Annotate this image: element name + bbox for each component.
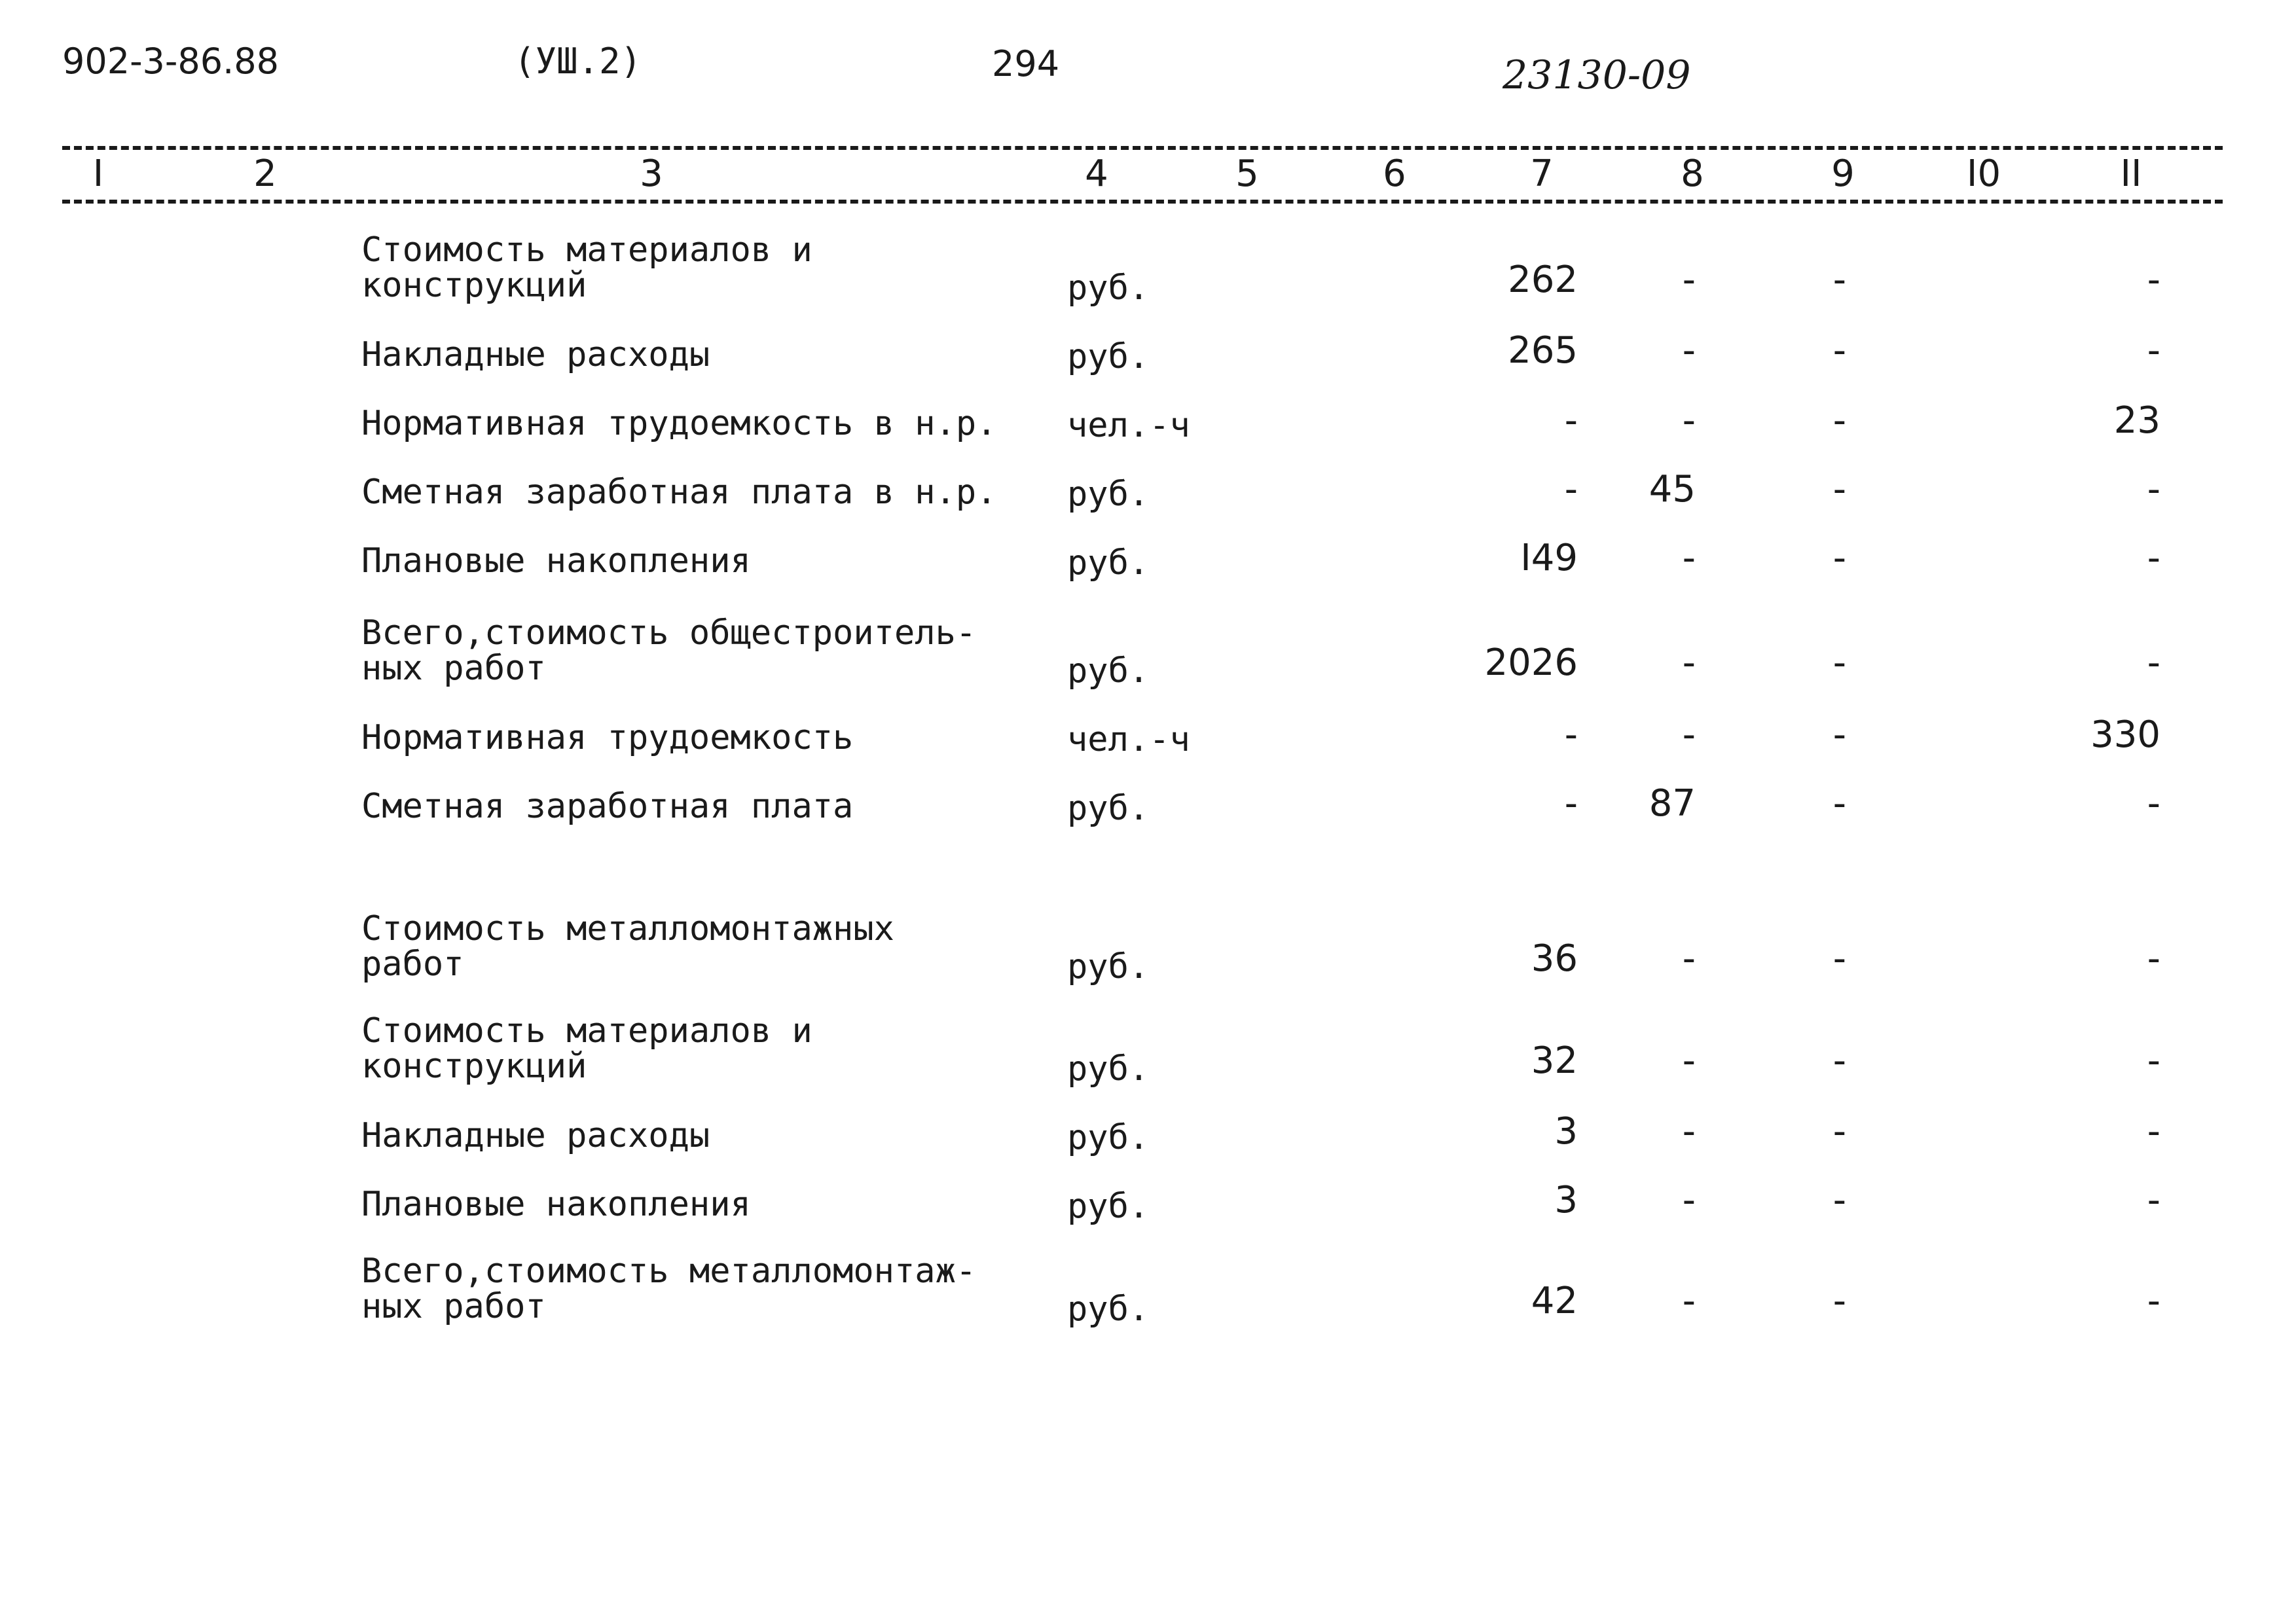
- column-number-9: 9: [1831, 153, 1855, 195]
- row-value-col7: -: [1564, 399, 1578, 442]
- row-value-col8: -: [1682, 713, 1696, 756]
- row-unit: руб.: [1067, 543, 1150, 583]
- row-value-col11: -: [2147, 641, 2160, 684]
- row-value-col8: -: [1682, 641, 1696, 684]
- row-value-col9: -: [1832, 1039, 1846, 1082]
- row-description: Всего,стоимость металломонтаж- ных работ: [361, 1252, 977, 1326]
- row-value-col8: -: [1682, 329, 1696, 372]
- column-number-1: I: [92, 153, 104, 195]
- row-value-col11: -: [2147, 782, 2160, 825]
- row-unit: чел.-ч: [1067, 720, 1190, 759]
- row-value-col8: -: [1682, 1039, 1696, 1082]
- row-value-col9: -: [1832, 1179, 1846, 1221]
- row-unit: чел.-ч: [1067, 406, 1190, 445]
- row-value-col9: -: [1832, 259, 1846, 301]
- row-value-col9: -: [1832, 1280, 1846, 1322]
- row-unit: руб.: [1067, 1290, 1150, 1329]
- row-unit: руб.: [1067, 475, 1150, 514]
- row-description: Стоимость металломонтажных работ: [361, 909, 894, 984]
- row-description: Накладные расходы: [361, 1116, 710, 1155]
- column-number-7: 7: [1530, 153, 1554, 195]
- row-description: Сметная заработная плата: [361, 787, 854, 826]
- row-value-col8: -: [1682, 1280, 1696, 1322]
- row-value-col8: 87: [1649, 782, 1696, 825]
- column-number-4: 4: [1085, 153, 1108, 195]
- column-number-3: 3: [640, 153, 663, 195]
- row-description: Плановые накопления: [361, 541, 751, 581]
- row-value-col8: -: [1682, 537, 1696, 579]
- header-rule-bottom: [62, 200, 2223, 204]
- row-value-col11: -: [2147, 1179, 2160, 1221]
- row-value-col9: -: [1832, 713, 1846, 756]
- row-value-col7: 36: [1531, 937, 1578, 980]
- column-number-10: I0: [1966, 153, 2001, 195]
- document-code: 902-3-86.88: [62, 41, 279, 82]
- row-description: Нормативная трудоемкость: [361, 718, 854, 757]
- row-value-col9: -: [1832, 329, 1846, 372]
- row-value-col11: -: [2147, 468, 2160, 511]
- row-unit: руб.: [1067, 1118, 1150, 1157]
- row-description: Всего,стоимость общестроитель- ных работ: [361, 613, 977, 688]
- row-value-col7: -: [1564, 782, 1578, 825]
- row-value-col11: -: [2147, 1039, 2160, 1082]
- column-number-6: 6: [1383, 153, 1406, 195]
- row-value-col7: 3: [1554, 1179, 1578, 1221]
- row-description: Стоимость материалов и конструкций: [361, 1011, 812, 1086]
- row-value-col11: -: [2147, 1280, 2160, 1322]
- row-value-col9: -: [1832, 468, 1846, 511]
- row-description: Сметная заработная плата в н.р.: [361, 473, 997, 512]
- row-value-col7: 32: [1531, 1039, 1578, 1082]
- row-value-col8: -: [1682, 259, 1696, 301]
- row-value-col7: -: [1564, 713, 1578, 756]
- row-value-col11: -: [2147, 259, 2160, 301]
- row-unit: руб.: [1067, 651, 1150, 691]
- column-number-8: 8: [1681, 153, 1704, 195]
- page-number: 294: [992, 43, 1060, 84]
- row-value-col8: -: [1682, 1110, 1696, 1153]
- row-unit: руб.: [1067, 947, 1150, 986]
- row-value-col8: -: [1682, 937, 1696, 980]
- row-value-col7: 265: [1508, 329, 1578, 372]
- row-value-col9: -: [1832, 399, 1846, 442]
- row-unit: руб.: [1067, 337, 1150, 376]
- row-value-col9: -: [1832, 782, 1846, 825]
- row-value-col7: 262: [1508, 259, 1578, 301]
- row-value-col7: 2026: [1484, 641, 1578, 684]
- row-unit: руб.: [1067, 268, 1150, 308]
- row-unit: руб.: [1067, 1187, 1150, 1226]
- row-value-col9: -: [1832, 537, 1846, 579]
- row-value-col9: -: [1832, 937, 1846, 980]
- row-value-col11: 330: [2090, 713, 2160, 756]
- row-value-col8: -: [1682, 399, 1696, 442]
- row-value-col7: -: [1564, 468, 1578, 511]
- row-value-col11: 23: [2113, 399, 2160, 442]
- row-value-col9: -: [1832, 641, 1846, 684]
- row-description: Стоимость материалов и конструкций: [361, 230, 812, 305]
- row-value-col8: -: [1682, 1179, 1696, 1221]
- row-value-col7: 3: [1554, 1110, 1578, 1153]
- row-value-col11: -: [2147, 329, 2160, 372]
- column-number-11: II: [2120, 153, 2142, 195]
- row-description: Накладные расходы: [361, 335, 710, 374]
- row-value-col9: -: [1832, 1110, 1846, 1153]
- row-value-col8: 45: [1649, 468, 1696, 511]
- header-rule-top: [62, 146, 2223, 150]
- row-value-col7: 42: [1531, 1280, 1578, 1322]
- handwritten-reference: 23130-09: [1503, 52, 1691, 98]
- section-label: (УШ.2): [514, 41, 642, 82]
- row-unit: руб.: [1067, 1049, 1150, 1089]
- row-value-col7: I49: [1520, 537, 1578, 579]
- column-number-5: 5: [1235, 153, 1259, 195]
- row-description: Нормативная трудоемкость в н.р.: [361, 404, 997, 443]
- column-number-2: 2: [253, 153, 277, 195]
- row-value-col11: -: [2147, 937, 2160, 980]
- row-unit: руб.: [1067, 789, 1150, 828]
- row-value-col11: -: [2147, 537, 2160, 579]
- row-description: Плановые накопления: [361, 1185, 751, 1224]
- row-value-col11: -: [2147, 1110, 2160, 1153]
